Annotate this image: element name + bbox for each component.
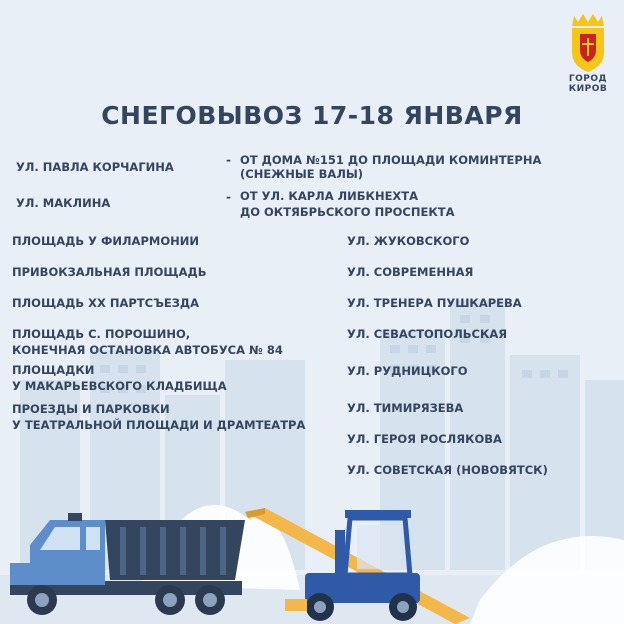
street-item: УЛ. СЕВАСТОПОЛЬСКАЯ bbox=[347, 327, 508, 341]
city-logo bbox=[560, 12, 616, 94]
street-detail: (СНЕЖНЫЕ ВАЛЫ) bbox=[240, 167, 364, 181]
dump-truck-icon bbox=[10, 505, 250, 620]
separator-dash: - bbox=[226, 190, 231, 204]
logo-line-2: КИРОВ bbox=[568, 84, 608, 94]
street-item: УЛ. РУДНИЦКОГО bbox=[347, 364, 468, 378]
location-item: ПРОЕЗДЫ И ПАРКОВКИ bbox=[12, 402, 170, 416]
street-item: УЛ. ЖУКОВСКОГО bbox=[347, 234, 470, 248]
location-item: ПЛОЩАДЬ ХХ ПАРТСЪЕЗДА bbox=[12, 296, 200, 310]
page-title: СНЕГОВЫВОЗ 17-18 ЯНВАРЯ bbox=[101, 101, 523, 130]
location-item: ПЛОЩАДЬ С. ПОРОШИНО, bbox=[12, 327, 191, 341]
snow-loader-icon bbox=[285, 505, 435, 624]
location-item: КОНЕЧНАЯ ОСТАНОВКА АВТОБУСА № 84 bbox=[12, 343, 283, 357]
street-item: УЛ. СОВЕТСКАЯ (НОВОВЯТСК) bbox=[347, 463, 548, 477]
street-item: УЛ. СОВРЕМЕННАЯ bbox=[347, 265, 474, 279]
street-item: УЛ. ТИМИРЯЗЕВА bbox=[347, 401, 464, 415]
coat-of-arms-icon bbox=[566, 12, 610, 74]
logo-line-1: ГОРОД bbox=[568, 74, 608, 84]
street-item: УЛ. ТРЕНЕРА ПУШКАРЕВА bbox=[347, 296, 522, 310]
location-item: У МАКАРЬЕВСКОГО КЛАДБИЩА bbox=[12, 379, 227, 393]
separator-dash: - bbox=[226, 153, 231, 167]
location-item: У ТЕАТРАЛЬНОЙ ПЛОЩАДИ И ДРАМТЕАТРА bbox=[12, 418, 306, 432]
location-item: ПЛОЩАДЬ У ФИЛАРМОНИИ bbox=[12, 234, 199, 248]
street-name: УЛ. ПАВЛА КОРЧАГИНА bbox=[16, 160, 174, 174]
street-detail: ОТ УЛ. КАРЛА ЛИБКНЕХТА bbox=[240, 189, 419, 203]
street-item: УЛ. ГЕРОЯ РОСЛЯКОВА bbox=[347, 432, 502, 446]
location-item: ПРИВОКЗАЛЬНАЯ ПЛОЩАДЬ bbox=[12, 265, 207, 279]
street-name: УЛ. МАКЛИНА bbox=[16, 196, 111, 210]
location-item: ПЛОЩАДКИ bbox=[12, 363, 95, 377]
street-detail: ДО ОКТЯБРЬСКОГО ПРОСПЕКТА bbox=[240, 205, 455, 219]
street-detail: ОТ ДОМА №151 ДО ПЛОЩАДИ КОМИНТЕРНА bbox=[240, 153, 542, 167]
